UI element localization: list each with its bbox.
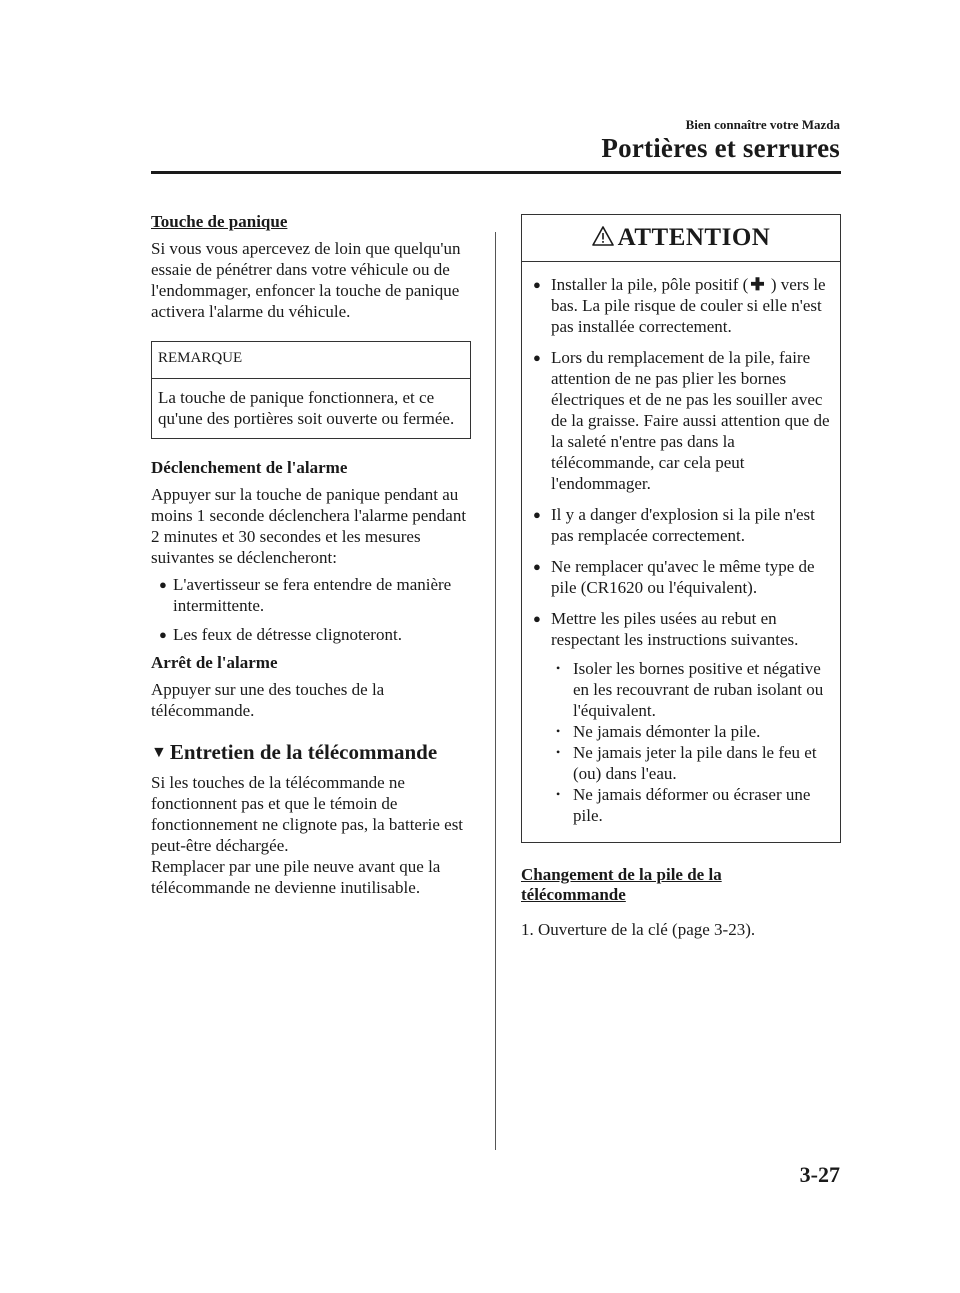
header-rule <box>151 171 841 174</box>
list-item: ● Lors du remplacement de la pile, faire attention de ne pas plier les bornes électriques et de ne pas les souiller avec de la graisse. Faire aussi attention que de la saleté n'entre pas dans la télécommande, car cela peut l'endommager. <box>533 348 830 493</box>
sublist-item: • Ne jamais démonter la pile. <box>556 722 761 741</box>
trigger-heading: Déclenchement de l'alarme <box>151 458 348 477</box>
note-text: La touche de panique fonctionnera, et ce qu'une des portières soit ouverte ou fermée. <box>158 388 455 428</box>
list-item: ● Il y a danger d'explosion si la pile n'est pas remplacée correctement. <box>533 505 815 545</box>
warning-icon <box>592 226 614 246</box>
attention-title: ATTENTION <box>522 215 840 262</box>
plus-icon: ✚ <box>750 275 765 294</box>
left-column <box>151 212 476 898</box>
attention-box <box>521 214 841 843</box>
stop-text: Appuyer sur une des touches de la télécommande. <box>151 680 385 720</box>
maintenance-text-2: Remplacer par une pile neuve avant que la télécommande ne devienne inutilisable. <box>151 857 441 897</box>
page-number: 3-27 <box>799 1162 840 1187</box>
section-subtitle: Bien connaître votre Mazda <box>685 117 840 132</box>
disposal-sublist <box>551 658 834 826</box>
column-divider <box>495 232 496 1150</box>
battery-heading: Changement de la pile de la télécommande <box>521 865 722 904</box>
list-item: ● Installer la pile, pôle positif ( ✚ ) vers le bas. La pile risque de couler si elle n'est pas installée correctement. <box>533 275 826 336</box>
list-item: ● Les feux de détresse clignoteront. <box>159 625 402 644</box>
list-item: ● L'avertisseur se fera entendre de manière intermittente. <box>159 575 452 615</box>
sublist-item: • Ne jamais déformer ou écraser une pile. <box>556 785 811 825</box>
list-item: ● Ne remplacer qu'avec le même type de pile (CR1620 ou l'équivalent). <box>533 557 815 597</box>
trigger-text: Appuyer sur la touche de panique pendant au moins 1 seconde déclenchera l'alarme pendant 2 minutes et 30 secondes et les mesures suivantes se déclencheront: <box>151 485 467 567</box>
right-column <box>521 214 841 940</box>
maintenance-text-1: Si les touches de la télécommande ne fonctionnent pas et que le témoin de fonctionnement ne clignote pas, la batterie est peut-être déchargée. <box>151 773 464 855</box>
maintenance-heading: ▼ Entretien de la télécommande <box>151 740 438 764</box>
note-box <box>151 341 471 439</box>
trigger-list <box>151 574 476 645</box>
panic-text: Si vous vous apercevez de loin que quelqu'un essaie de pénétrer dans votre véhicule ou de l'endommager, enfoncer la touche de panique activera l'alarme du véhicule. <box>151 239 461 321</box>
sublist-item: • Ne jamais jeter la pile dans le feu et (ou) dans l'eau. <box>556 743 817 783</box>
panic-heading: Touche de panique <box>151 212 288 231</box>
list-item: ● Mettre les piles usées au rebut en respectant les instructions suivantes. • Isoler les bornes positive et négative en les recouvrant de ruban isolant ou l'équivalent. • Ne jamais démonter la pile. • Ne jamais jeter la pile dans le feu et (ou) dans l'eau. • Ne jamais déformer ou écraser une pile. <box>530 608 834 826</box>
section-title: Portières et serrures <box>601 133 840 163</box>
triangle-icon: ▼ <box>151 744 167 761</box>
note-label: REMARQUE <box>152 342 470 379</box>
stop-heading: Arrêt de l'alarme <box>151 653 278 672</box>
attention-list <box>522 274 840 826</box>
battery-step-1: 1. Ouverture de la clé (page 3-23). <box>521 920 756 939</box>
sublist-item: • Isoler les bornes positive et négative en les recouvrant de ruban isolant ou l'équivalent. <box>556 659 824 720</box>
